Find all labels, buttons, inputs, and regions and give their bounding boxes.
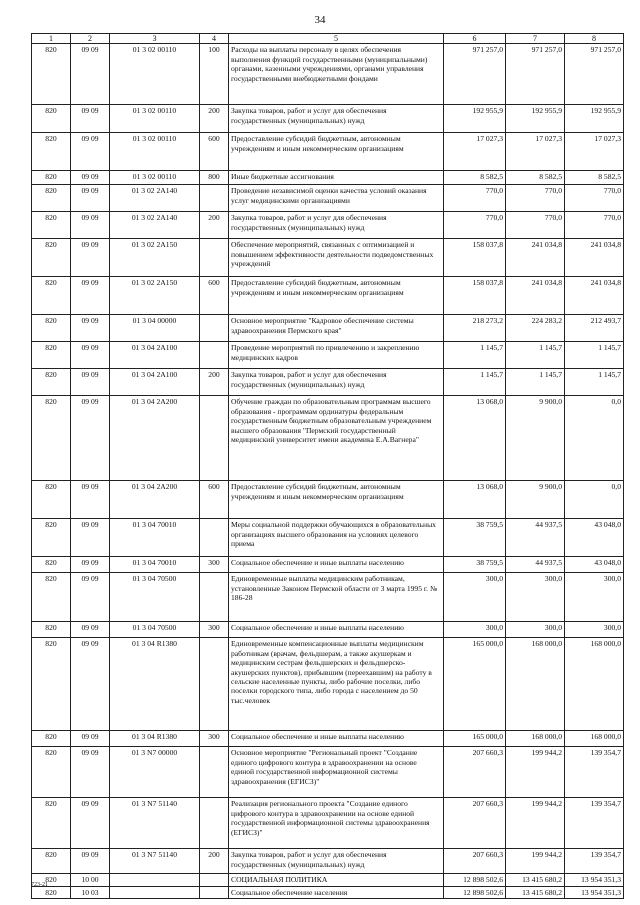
section-code-cell: 09 09 — [71, 315, 110, 342]
footer-code: 723-21 — [31, 882, 48, 888]
amount-year2-cell: 9 900,0 — [506, 396, 565, 481]
expense-type-cell: 100 — [200, 44, 229, 105]
amount-year1-cell: 13 068,0 — [444, 396, 506, 481]
amount-year1-cell: 770,0 — [444, 212, 506, 239]
section-code-cell: 09 09 — [71, 396, 110, 481]
section-code-cell: 09 09 — [71, 369, 110, 396]
expense-type-cell: 200 — [200, 369, 229, 396]
expense-type-cell: 600 — [200, 277, 229, 315]
description-cell: Предоставление субсидий бюджетным, автономным учреждениям и иным некоммерческим организациям — [229, 277, 444, 315]
table-row — [32, 519, 624, 557]
amount-year2-cell: 168 000,0 — [506, 638, 565, 731]
table-row — [32, 798, 624, 849]
expense-type-cell: 300 — [200, 557, 229, 573]
target-article-cell: 01 3 02 00110 — [110, 44, 200, 105]
target-article-cell — [110, 886, 200, 898]
amount-year2-cell: 44 937,5 — [506, 519, 565, 557]
amount-year1-cell: 158 037,8 — [444, 239, 506, 277]
amount-year2-cell: 199 944,2 — [506, 747, 565, 798]
amount-year1-cell: 770,0 — [444, 185, 506, 212]
description-cell: Обеспечение мероприятий, связанных с оптимизацией и повышением эффективности деятельности подведомственных учреждений — [229, 239, 444, 277]
target-article-cell: 01 3 02 00110 — [110, 133, 200, 171]
description-cell: Проведение мероприятий по привлечению и закреплению медицинских кадров — [229, 342, 444, 369]
section-code-cell: 09 09 — [71, 133, 110, 171]
table-row — [32, 185, 624, 212]
target-article-cell: 01 3 02 00110 — [110, 105, 200, 133]
table-row — [32, 315, 624, 342]
page-number: 34 — [314, 14, 326, 26]
amount-year2-cell: 241 034,8 — [506, 277, 565, 315]
ministry-code-cell: 820 — [32, 44, 71, 105]
amount-year1-cell: 12 898 502,6 — [444, 886, 506, 898]
amount-year3-cell: 13 954 351,3 — [565, 886, 624, 898]
description-cell: Проведение независимой оценки качества условий оказания услуг медицинскими организациями — [229, 185, 444, 212]
amount-year2-cell: 44 937,5 — [506, 557, 565, 573]
amount-year1-cell: 38 759,5 — [444, 557, 506, 573]
amount-year1-cell: 300,0 — [444, 622, 506, 638]
amount-year3-cell: 139 354,7 — [565, 747, 624, 798]
amount-year3-cell: 770,0 — [565, 212, 624, 239]
expense-type-cell — [200, 573, 229, 622]
amount-year3-cell: 300,0 — [565, 573, 624, 622]
amount-year2-cell: 17 027,3 — [506, 133, 565, 171]
table-header-row — [32, 34, 624, 44]
amount-year3-cell: 1 145,7 — [565, 342, 624, 369]
amount-year1-cell: 207 660,3 — [444, 849, 506, 874]
target-article-cell: 01 3 04 2А200 — [110, 481, 200, 519]
ministry-code-cell: 820 — [32, 747, 71, 798]
expense-type-cell: 200 — [200, 849, 229, 874]
header-cell: 5 — [229, 34, 444, 44]
ministry-code-cell: 820 — [32, 638, 71, 731]
target-article-cell: 01 3 N7 51140 — [110, 849, 200, 874]
budget-table — [31, 33, 624, 899]
section-code-cell: 09 09 — [71, 731, 110, 747]
ministry-code-cell: 820 — [32, 481, 71, 519]
description-cell: Закупка товаров, работ и услуг для обеспечения государственных (муниципальных) нужд — [229, 849, 444, 874]
expense-type-cell — [200, 874, 229, 886]
ministry-code-cell: 820 — [32, 573, 71, 622]
target-article-cell: 01 3 02 2А150 — [110, 277, 200, 315]
header-cell: 6 — [444, 34, 506, 44]
amount-year3-cell: 971 257,0 — [565, 44, 624, 105]
ministry-code-cell: 820 — [32, 798, 71, 849]
ministry-code-cell: 820 — [32, 212, 71, 239]
ministry-code-cell: 820 — [32, 849, 71, 874]
section-code-cell: 09 09 — [71, 44, 110, 105]
expense-type-cell: 300 — [200, 622, 229, 638]
table-row — [32, 239, 624, 277]
expense-type-cell — [200, 798, 229, 849]
target-article-cell: 01 3 02 2А150 — [110, 239, 200, 277]
table-row — [32, 212, 624, 239]
ministry-code-cell: 820 — [32, 731, 71, 747]
expense-type-cell: 800 — [200, 171, 229, 185]
amount-year3-cell: 0,0 — [565, 396, 624, 481]
expense-type-cell: 600 — [200, 481, 229, 519]
amount-year2-cell: 971 257,0 — [506, 44, 565, 105]
table-row — [32, 886, 624, 898]
description-cell: Закупка товаров, работ и услуг для обеспечения государственных (муниципальных) нужд — [229, 212, 444, 239]
expense-type-cell — [200, 396, 229, 481]
table-row — [32, 622, 624, 638]
target-article-cell: 01 3 04 2А100 — [110, 369, 200, 396]
table-row — [32, 874, 624, 886]
section-code-cell: 09 09 — [71, 171, 110, 185]
header-cell: 1 — [32, 34, 71, 44]
section-code-cell: 09 09 — [71, 638, 110, 731]
amount-year3-cell: 139 354,7 — [565, 849, 624, 874]
expense-type-cell — [200, 747, 229, 798]
description-cell: Социальное обеспечение и иные выплаты населению — [229, 731, 444, 747]
ministry-code-cell: 820 — [32, 874, 71, 886]
amount-year1-cell: 971 257,0 — [444, 44, 506, 105]
ministry-code-cell: 820 — [32, 369, 71, 396]
amount-year3-cell: 168 000,0 — [565, 638, 624, 731]
amount-year3-cell: 43 048,0 — [565, 519, 624, 557]
amount-year1-cell: 17 027,3 — [444, 133, 506, 171]
description-cell: Закупка товаров, работ и услуг для обеспечения государственных (муниципальных) нужд — [229, 105, 444, 133]
amount-year3-cell: 168 000,0 — [565, 731, 624, 747]
amount-year3-cell: 300,0 — [565, 622, 624, 638]
amount-year1-cell: 1 145,7 — [444, 342, 506, 369]
table-body — [32, 34, 624, 899]
ministry-code-cell: 820 — [32, 171, 71, 185]
expense-type-cell: 300 — [200, 731, 229, 747]
ministry-code-cell: 820 — [32, 105, 71, 133]
expense-type-cell — [200, 638, 229, 731]
amount-year2-cell: 1 145,7 — [506, 369, 565, 396]
amount-year3-cell: 13 954 351,3 — [565, 874, 624, 886]
amount-year2-cell: 8 582,5 — [506, 171, 565, 185]
target-article-cell: 01 3 04 70010 — [110, 557, 200, 573]
section-code-cell: 10 00 — [71, 874, 110, 886]
amount-year2-cell: 13 415 680,2 — [506, 874, 565, 886]
section-code-cell: 09 09 — [71, 481, 110, 519]
expense-type-cell — [200, 519, 229, 557]
description-cell: Иные бюджетные ассигнования — [229, 171, 444, 185]
section-code-cell: 09 09 — [71, 519, 110, 557]
amount-year1-cell: 207 660,3 — [444, 798, 506, 849]
description-cell: Социальное обеспечение населения — [229, 886, 444, 898]
amount-year2-cell: 168 000,0 — [506, 731, 565, 747]
amount-year1-cell: 207 660,3 — [444, 747, 506, 798]
ministry-code-cell: 820 — [32, 277, 71, 315]
target-article-cell: 01 3 04 2А200 — [110, 396, 200, 481]
target-article-cell: 01 3 N7 51140 — [110, 798, 200, 849]
amount-year1-cell: 158 037,8 — [444, 277, 506, 315]
table-row — [32, 369, 624, 396]
ministry-code-cell: 820 — [32, 622, 71, 638]
target-article-cell: 01 3 02 2А140 — [110, 185, 200, 212]
ministry-code-cell: 820 — [32, 315, 71, 342]
amount-year1-cell: 300,0 — [444, 573, 506, 622]
expense-type-cell — [200, 315, 229, 342]
ministry-code-cell: 820 — [32, 133, 71, 171]
target-article-cell: 01 3 04 2А100 — [110, 342, 200, 369]
section-code-cell: 10 03 — [71, 886, 110, 898]
description-cell: Социальное обеспечение и иные выплаты населению — [229, 557, 444, 573]
amount-year1-cell: 218 273,2 — [444, 315, 506, 342]
amount-year2-cell: 1 145,7 — [506, 342, 565, 369]
amount-year3-cell: 139 354,7 — [565, 798, 624, 849]
target-article-cell: 01 3 02 00110 — [110, 171, 200, 185]
description-cell: Основное мероприятие "Региональный проект "Создание единого цифрового контура в здравоохранении на основе единой государственной информационной системы здравоохранения (ЕГИСЗ)" — [229, 747, 444, 798]
description-cell: Закупка товаров, работ и услуг для обеспечения государственных (муниципальных) нужд — [229, 369, 444, 396]
ministry-code-cell: 820 — [32, 557, 71, 573]
table-row — [32, 573, 624, 622]
expense-type-cell: 200 — [200, 105, 229, 133]
section-code-cell: 09 09 — [71, 798, 110, 849]
description-cell: СОЦИАЛЬНАЯ ПОЛИТИКА — [229, 874, 444, 886]
amount-year1-cell: 13 068,0 — [444, 481, 506, 519]
amount-year1-cell: 1 145,7 — [444, 369, 506, 396]
target-article-cell: 01 3 04 70500 — [110, 622, 200, 638]
amount-year2-cell: 770,0 — [506, 212, 565, 239]
header-cell: 2 — [71, 34, 110, 44]
expense-type-cell: 600 — [200, 133, 229, 171]
amount-year1-cell: 165 000,0 — [444, 731, 506, 747]
amount-year3-cell: 0,0 — [565, 481, 624, 519]
target-article-cell: 01 3 04 70500 — [110, 573, 200, 622]
expense-type-cell — [200, 185, 229, 212]
description-cell: Предоставление субсидий бюджетным, автономным учреждениям и иным некоммерческим организациям — [229, 481, 444, 519]
amount-year3-cell: 192 955,9 — [565, 105, 624, 133]
section-code-cell: 09 09 — [71, 277, 110, 315]
amount-year2-cell: 13 415 680,2 — [506, 886, 565, 898]
amount-year1-cell: 165 000,0 — [444, 638, 506, 731]
description-cell: Основное мероприятие "Кадровое обеспечение системы здравоохранения Пермского края" — [229, 315, 444, 342]
target-article-cell: 01 3 04 R1380 — [110, 731, 200, 747]
section-code-cell: 09 09 — [71, 185, 110, 212]
ministry-code-cell: 820 — [32, 185, 71, 212]
amount-year1-cell: 38 759,5 — [444, 519, 506, 557]
target-article-cell: 01 3 N7 00000 — [110, 747, 200, 798]
description-cell: Меры социальной поддержки обучающихся в образовательных организациях высшего образования на условиях целевого приема — [229, 519, 444, 557]
ministry-code-cell: 820 — [32, 519, 71, 557]
amount-year2-cell: 300,0 — [506, 573, 565, 622]
target-article-cell — [110, 874, 200, 886]
expense-type-cell: 200 — [200, 212, 229, 239]
amount-year2-cell: 224 283,2 — [506, 315, 565, 342]
header-cell: 3 — [110, 34, 200, 44]
table-row — [32, 557, 624, 573]
section-code-cell: 09 09 — [71, 105, 110, 133]
amount-year2-cell: 770,0 — [506, 185, 565, 212]
table-row — [32, 638, 624, 731]
ministry-code-cell: 820 — [32, 239, 71, 277]
amount-year2-cell: 192 955,9 — [506, 105, 565, 133]
table-row — [32, 277, 624, 315]
ministry-code-cell: 820 — [32, 342, 71, 369]
amount-year3-cell: 1 145,7 — [565, 369, 624, 396]
section-code-cell: 09 09 — [71, 557, 110, 573]
header-cell: 4 — [200, 34, 229, 44]
table-row — [32, 44, 624, 105]
description-cell: Социальное обеспечение и иные выплаты населению — [229, 622, 444, 638]
table-row — [32, 731, 624, 747]
section-code-cell: 09 09 — [71, 622, 110, 638]
target-article-cell: 01 3 02 2А140 — [110, 212, 200, 239]
amount-year3-cell: 212 493,7 — [565, 315, 624, 342]
amount-year3-cell: 8 582,5 — [565, 171, 624, 185]
description-cell: Обучение граждан по образовательным программам высшего образования - программам ординатуры федеральным государственным бюджетным образовательным учреждением высшего образования "Пермский государственный медицинский университет имени академика Е.А.Вагнера" — [229, 396, 444, 481]
amount-year2-cell: 9 900,0 — [506, 481, 565, 519]
description-cell: Единовременные компенсационные выплаты медицинским работникам (врачам, фельдшерам, а также акушеркам и медицинским сестрам фельдшерских и фельдшерско-акушерских пунктов), прибывшим (переехавшим) на работу в сельские населенные пункты, либо рабочие поселки, либо поселки городского типа, либо города с населением до 50 тыс.человек — [229, 638, 444, 731]
expense-type-cell — [200, 886, 229, 898]
ministry-code-cell: 820 — [32, 396, 71, 481]
amount-year3-cell: 17 027,3 — [565, 133, 624, 171]
target-article-cell: 01 3 04 R1380 — [110, 638, 200, 731]
amount-year2-cell: 199 944,2 — [506, 849, 565, 874]
table-row — [32, 342, 624, 369]
table-row — [32, 849, 624, 874]
amount-year2-cell: 241 034,8 — [506, 239, 565, 277]
description-cell: Единовременные выплаты медицинским работникам, установленные Законом Пермской области от 3 марта 1995 г. № 186-28 — [229, 573, 444, 622]
section-code-cell: 09 09 — [71, 849, 110, 874]
description-cell: Предоставление субсидий бюджетным, автономным учреждениям и иным некоммерческим организациям — [229, 133, 444, 171]
section-code-cell: 09 09 — [71, 747, 110, 798]
table-row — [32, 171, 624, 185]
description-cell: Расходы на выплаты персоналу в целях обеспечения выполнения функций государственными (муниципальными) органами, казенными учреждениями, органами управления государственными внебюджетными фондами — [229, 44, 444, 105]
target-article-cell: 01 3 04 00000 — [110, 315, 200, 342]
table-row — [32, 105, 624, 133]
expense-type-cell — [200, 342, 229, 369]
header-cell: 8 — [565, 34, 624, 44]
amount-year2-cell: 199 944,2 — [506, 798, 565, 849]
amount-year1-cell: 192 955,9 — [444, 105, 506, 133]
amount-year2-cell: 300,0 — [506, 622, 565, 638]
header-cell: 7 — [506, 34, 565, 44]
amount-year3-cell: 241 034,8 — [565, 277, 624, 315]
table-row — [32, 396, 624, 481]
table-row — [32, 747, 624, 798]
section-code-cell: 09 09 — [71, 573, 110, 622]
table-row — [32, 133, 624, 171]
amount-year3-cell: 770,0 — [565, 185, 624, 212]
ministry-code-cell: 820 — [32, 886, 71, 898]
target-article-cell: 01 3 04 70010 — [110, 519, 200, 557]
amount-year1-cell: 8 582,5 — [444, 171, 506, 185]
expense-type-cell — [200, 239, 229, 277]
section-code-cell: 09 09 — [71, 239, 110, 277]
amount-year3-cell: 43 048,0 — [565, 557, 624, 573]
amount-year1-cell: 12 898 502,6 — [444, 874, 506, 886]
section-code-cell: 09 09 — [71, 342, 110, 369]
table-row — [32, 481, 624, 519]
amount-year3-cell: 241 034,8 — [565, 239, 624, 277]
description-cell: Реализация регионального проекта "Создание единого цифрового контура в здравоохранении на основе единой государственной информационной системы здравоохранения (ЕГИСЗ)" — [229, 798, 444, 849]
section-code-cell: 09 09 — [71, 212, 110, 239]
